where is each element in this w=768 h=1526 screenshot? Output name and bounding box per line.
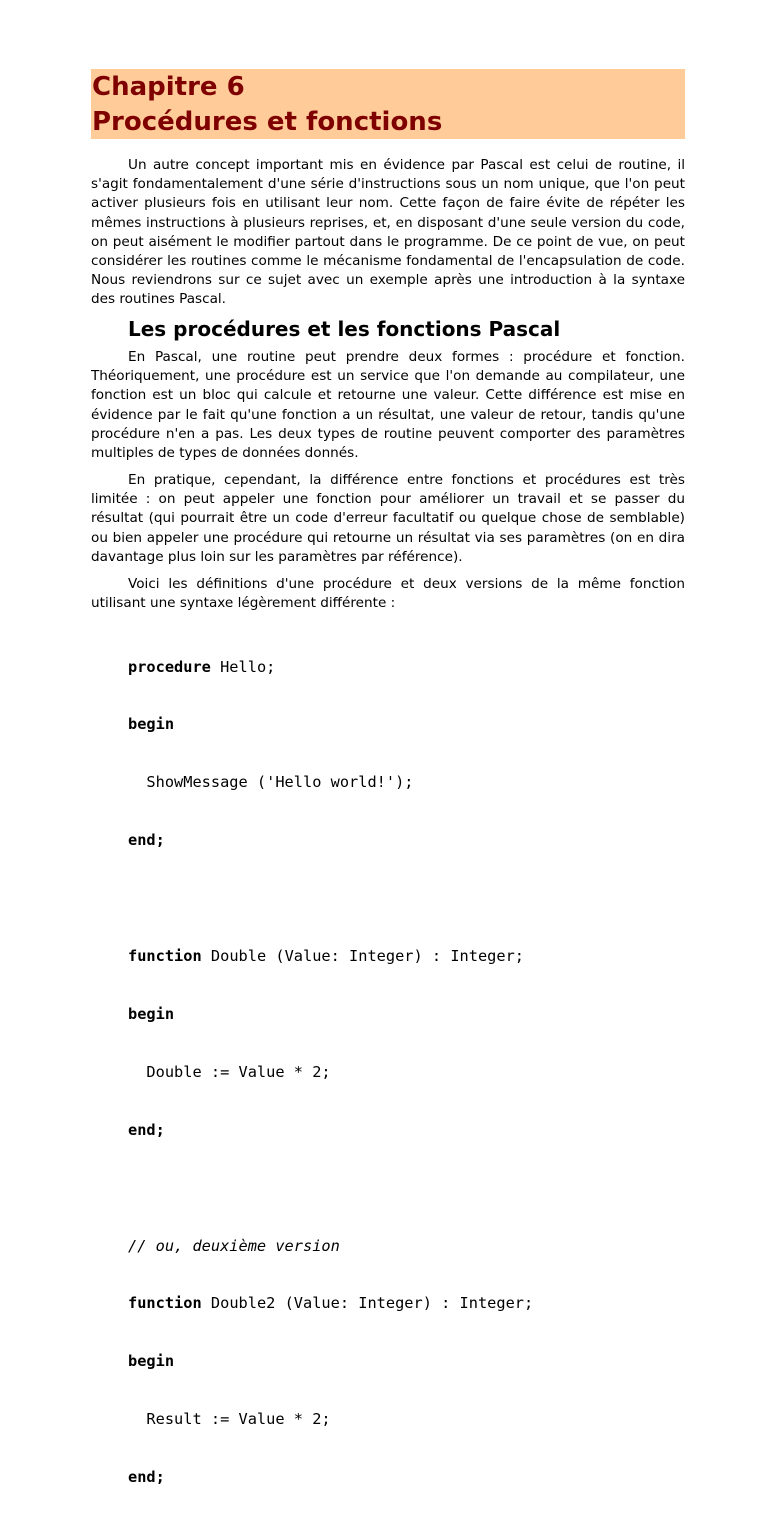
intro-paragraph: Un autre concept important mis en évidence par Pascal est celui de routine, il s'agit fondamentalement d'une série d'instructions sous un nom unique, que l'on peut activer plusieurs fois en utilisant leur nom. Cette façon de faire évite de répéter les mêmes instructions à plusieurs reprises, et, en disposant d'une seule version du code, on peut aisément le modifier partout dans le programme. De ce point de vue, on peut considérer les routines comme le mécanisme fondamental de l'encapsulation de code. Nous reviendrons sur ce sujet avec un exemple après une introduction à la syntaxe des routines Pascal. (91, 157, 685, 308)
code-line: Result := Value * 2; (128, 1410, 331, 1429)
code-line: begin (128, 1004, 175, 1023)
code-line: begin (128, 715, 175, 734)
code-keyword: procedure (128, 657, 211, 676)
code-line (128, 947, 533, 966)
code-line: end; (128, 1120, 165, 1139)
chapter-title: Procédures et fonctions (92, 107, 443, 137)
code-line (128, 1294, 533, 1313)
code-line: end; (128, 831, 165, 850)
code-line: begin (128, 1352, 175, 1371)
code-line (128, 658, 533, 677)
code-blank-line (128, 1179, 533, 1198)
code-keyword: function (128, 1294, 202, 1313)
chapter-title-block (91, 69, 685, 139)
code-comment: // ou, deuxième version (128, 1236, 340, 1255)
practice-paragraph: En pratique, cependant, la différence entre fonctions et procédures est très limitée : on peut appeler une fonction pour améliorer un travail et se passer du résultat (qui pourrait être un code d'erreur facultatif ou quelque chose de semblable) ou bien appeler une procédure qui retourne un résultat via ses paramètres (on en dira davantage plus loin sur les paramètres par référence). (91, 472, 685, 565)
code-text: Double2 (Value: Integer) : Integer; (201, 1294, 534, 1313)
code-keyword: function (128, 947, 202, 966)
code-line: Double := Value * 2; (128, 1062, 331, 1081)
code-text: Hello; (210, 657, 276, 676)
code-line: end; (128, 1468, 165, 1487)
code-line: ShowMessage ('Hello world!'); (128, 773, 414, 792)
code-text: Double (Value: Integer) : Integer; (201, 947, 525, 966)
section-heading: Les procédures et les fonctions Pascal (128, 317, 561, 341)
chapter-number: Chapitre 6 (92, 72, 245, 102)
definitions-paragraph: Voici les définitions d'une procédure et deux versions de la même fonction utilisant une syntaxe légèrement différente : (91, 576, 685, 612)
code-listing (128, 619, 533, 1526)
forms-paragraph: En Pascal, une routine peut prendre deux formes : procédure et fonction. Théoriquement, une procédure est un service que l'on demande au compilateur, une fonction est un bloc qui calcule et retourne une valeur. Cette différence est mise en évidence par le fait qu'une fonction a un résultat, une valeur de retour, tandis qu'une procédure n'en a pas. Les deux types de routine peuvent comporter des paramètres multiples de types de données donnés. (91, 349, 685, 462)
code-blank-line (128, 889, 533, 908)
